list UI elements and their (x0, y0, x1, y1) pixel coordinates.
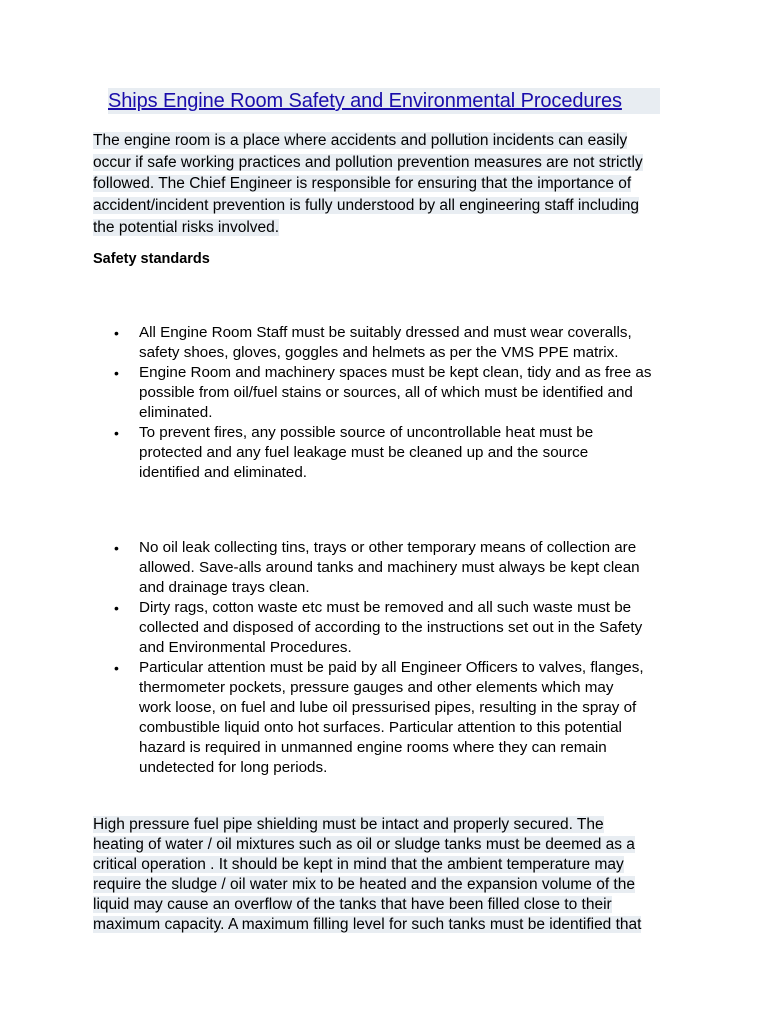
safety-bullet-list-2 (93, 538, 683, 778)
closing-paragraph (93, 815, 673, 935)
list-item-line: Dirty rags, cotton waste etc must be removed and all such waste must be (139, 599, 632, 616)
closing-line: require the sludge / oil water mix to be heated and the expansion volume of the (93, 876, 635, 893)
closing-line: maximum capacity. A maximum filling level for such tanks must be identified that (93, 916, 642, 933)
list-item (93, 363, 683, 423)
list-item-line: undetected for long periods. (139, 759, 328, 776)
list-item-line: All Engine Room Staff must be suitably dressed and must wear coveralls, (139, 324, 632, 341)
safety-bullet-list-1 (93, 323, 683, 483)
list-item-line: hazard is required in unmanned engine rooms where they can remain (139, 739, 607, 756)
document-title-link[interactable]: Ships Engine Room Safety and Environmental Procedures (108, 88, 660, 114)
list-item-line: eliminated. (139, 404, 213, 421)
list-item-line: To prevent fires, any possible source of uncontrollable heat must be (139, 424, 594, 441)
list-item-line: and Environmental Procedures. (139, 639, 352, 656)
list-item-line: allowed. Save-alls around tanks and machinery must always be kept clean (139, 559, 640, 576)
list-item (93, 323, 683, 363)
intro-line: followed. The Chief Engineer is responsible for ensuring that the importance of (93, 175, 632, 193)
list-item (93, 423, 683, 483)
list-item-line: identified and eliminated. (139, 464, 308, 481)
list-item (93, 598, 683, 658)
list-item-line: protected and any fuel leakage must be cleaned up and the source (139, 444, 589, 461)
closing-line: critical operation . It should be kept in mind that the ambient temperature may (93, 856, 624, 873)
bullet-icon: • (114, 365, 119, 381)
safety-standards-heading: Safety standards (93, 251, 210, 267)
intro-paragraph (93, 130, 673, 239)
intro-line: occur if safe working practices and pollution prevention measures are not strictly (93, 153, 643, 171)
list-item-line: work loose, on fuel and lube oil pressurised pipes, resulting in the spray of (139, 699, 637, 716)
closing-line: High pressure fuel pipe shielding must be intact and properly secured. The (93, 816, 604, 833)
list-item-line: thermometer pockets, pressure gauges and other elements which may (139, 679, 614, 696)
list-item-line: No oil leak collecting tins, trays or other temporary means of collection are (139, 539, 637, 556)
bullet-icon: • (114, 660, 119, 676)
list-item (93, 538, 683, 598)
bullet-icon: • (114, 600, 119, 616)
list-item (93, 658, 683, 778)
closing-line: liquid may cause an overflow of the tanks that have been filled close to their (93, 896, 612, 913)
list-item-line: collected and disposed of according to the instructions set out in the Safety (139, 619, 643, 636)
list-item-line: Engine Room and machinery spaces must be kept clean, tidy and as free as (139, 364, 652, 381)
bullet-icon: • (114, 540, 119, 556)
list-item-line: possible from oil/fuel stains or sources, all of which must be identified and (139, 384, 633, 401)
bullet-icon: • (114, 325, 119, 341)
list-item-line: Particular attention must be paid by all Engineer Officers to valves, flanges, (139, 659, 644, 676)
intro-line: the potential risks involved. (93, 218, 280, 236)
list-item-line: combustible liquid onto hot surfaces. Particular attention to this potential (139, 719, 622, 736)
list-item-line: safety shoes, gloves, goggles and helmets as per the VMS PPE matrix. (139, 344, 619, 361)
intro-line: The engine room is a place where accidents and pollution incidents can easily (93, 132, 628, 149)
bullet-icon: • (114, 425, 119, 441)
list-item-line: and drainage trays clean. (139, 579, 310, 596)
intro-line: accident/incident prevention is fully understood by all engineering staff including (93, 197, 640, 215)
closing-line: heating of water / oil mixtures such as oil or sludge tanks must be deemed as a (93, 836, 635, 853)
